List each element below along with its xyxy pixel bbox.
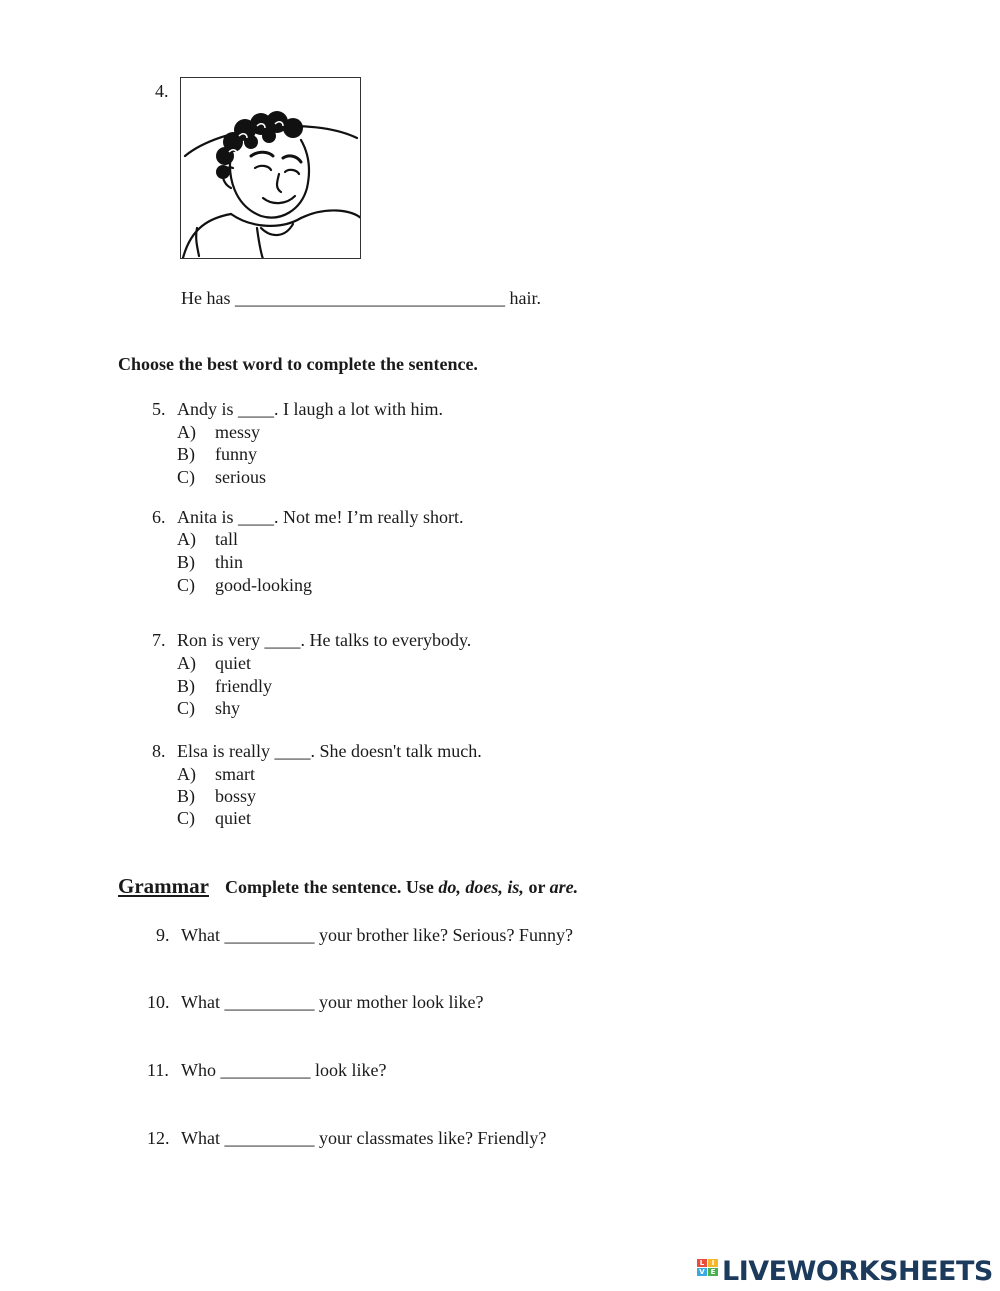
fill-after: your classmates like? Friendly?	[318, 1128, 547, 1148]
question-text: Ron is very ____. He talks to everybody.	[177, 630, 472, 650]
logo-tile: E	[708, 1268, 718, 1276]
option-letter[interactable]: B)	[177, 444, 195, 464]
question-number: 11.	[147, 1060, 169, 1080]
logo-brand-text: LIVEWORKSHEETS	[722, 1255, 993, 1287]
fill-before: What	[181, 992, 220, 1012]
logo-tiles-icon	[697, 1258, 719, 1284]
logo-tile: L	[697, 1259, 707, 1267]
option-letter[interactable]: A)	[177, 529, 196, 549]
option-text[interactable]: smart	[215, 764, 255, 784]
option-letter[interactable]: A)	[177, 422, 196, 442]
question-number: 6.	[152, 507, 166, 527]
fill-question-10	[181, 991, 483, 1013]
fill-blank[interactable]: __________	[220, 1060, 311, 1080]
option-text[interactable]: tall	[215, 529, 238, 549]
word-does: does,	[465, 877, 503, 897]
fill-before: What	[181, 925, 220, 945]
fill-before: Who	[181, 1060, 216, 1080]
fill-question-9	[181, 924, 573, 946]
question-number: 5.	[152, 399, 166, 419]
fill-after: look like?	[315, 1060, 387, 1080]
option-text[interactable]: quiet	[215, 653, 251, 673]
option-letter[interactable]: C)	[177, 698, 195, 718]
option-text[interactable]: good-looking	[215, 575, 312, 595]
option-letter[interactable]: B)	[177, 552, 195, 572]
boy-portrait-image	[180, 77, 361, 259]
fill-blank[interactable]: __________	[224, 992, 315, 1012]
fill-before: What	[181, 1128, 220, 1148]
option-letter[interactable]: B)	[177, 676, 195, 696]
option-letter[interactable]: C)	[177, 575, 195, 595]
sentence-start: He has	[181, 288, 231, 308]
option-letter[interactable]: B)	[177, 786, 195, 806]
word-or: or	[528, 877, 546, 897]
boy-curly-hair-drawing	[181, 78, 361, 259]
fill-blank[interactable]: __________	[224, 1128, 315, 1148]
question-number: 8.	[152, 741, 166, 761]
option-text[interactable]: bossy	[215, 786, 257, 806]
option-text[interactable]: messy	[215, 422, 260, 442]
logo-tile: I	[708, 1259, 718, 1267]
fill-blank[interactable]: __________	[224, 925, 315, 945]
fill-after: your mother look like?	[318, 992, 484, 1012]
fill-after: your brother like? Serious? Funny?	[318, 925, 573, 945]
option-letter[interactable]: A)	[177, 764, 196, 784]
grammar-instruction-start: Complete the sentence. Use	[224, 877, 434, 897]
question-number: 12.	[147, 1128, 170, 1148]
option-letter[interactable]: A)	[177, 653, 196, 673]
option-text[interactable]: quiet	[215, 808, 251, 828]
logo-tile: V	[697, 1268, 707, 1276]
option-text[interactable]: funny	[215, 444, 257, 464]
word-are: are.	[549, 877, 579, 897]
question-4-sentence	[181, 287, 541, 309]
fill-question-12	[181, 1127, 546, 1149]
question-text: Anita is ____. Not me! I’m really short.	[177, 507, 464, 527]
option-text[interactable]: thin	[215, 552, 244, 572]
sentence-end: hair.	[509, 288, 541, 308]
question-number: 10.	[147, 992, 170, 1012]
option-text[interactable]: serious	[215, 467, 266, 487]
question-number: 9.	[156, 925, 170, 945]
fill-question-11	[181, 1059, 386, 1081]
option-text[interactable]: friendly	[215, 676, 272, 696]
grammar-heading-row	[118, 874, 578, 899]
question-text: Andy is ____. I laugh a lot with him.	[177, 399, 443, 419]
section-instruction: Choose the best word to complete the sentence.	[118, 354, 478, 374]
option-letter[interactable]: C)	[177, 808, 195, 828]
question-number: 7.	[152, 630, 166, 650]
hair-answer-blank[interactable]: ______________________________	[234, 288, 505, 308]
option-letter[interactable]: C)	[177, 467, 195, 487]
question-text: Elsa is really ____. She doesn't talk much.	[177, 741, 482, 761]
grammar-title: Grammar	[118, 874, 209, 898]
word-is: is,	[507, 877, 524, 897]
word-do: do,	[438, 877, 461, 897]
grammar-instruction	[225, 877, 578, 897]
option-text[interactable]: shy	[215, 698, 241, 718]
liveworksheets-logo[interactable]	[697, 1255, 993, 1287]
question-4-number: 4.	[155, 81, 169, 101]
